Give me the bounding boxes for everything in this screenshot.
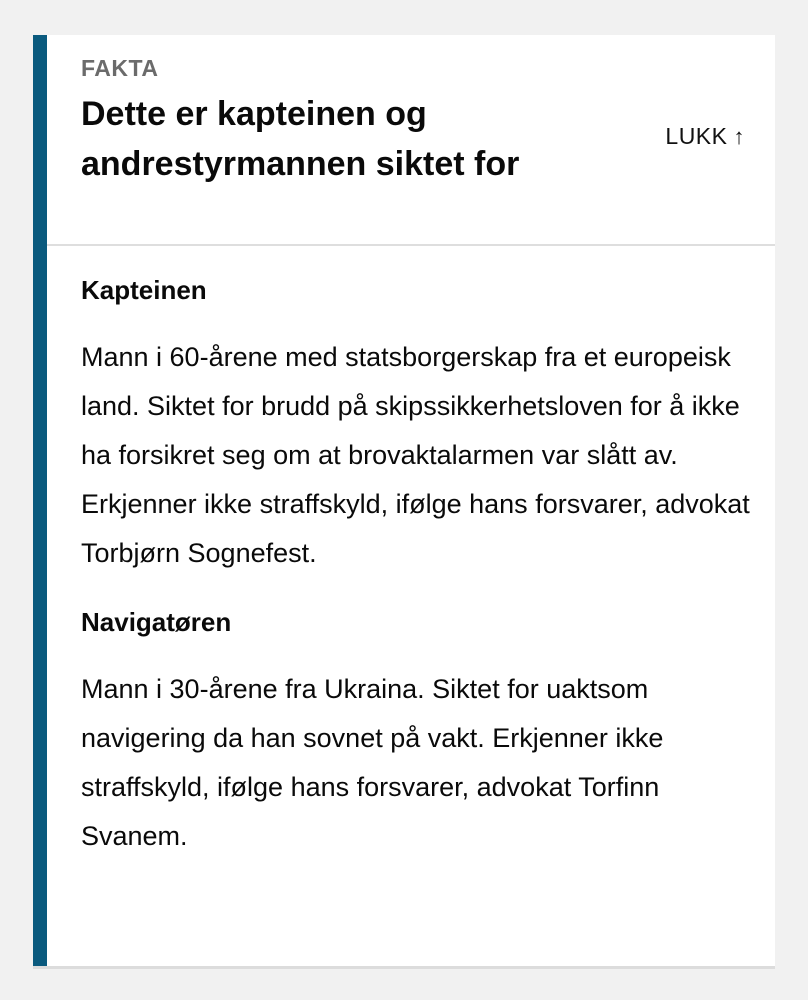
section-navigator xyxy=(81,597,761,861)
section-text: Mann i 30-årene fra Ukraina. Siktet for uaktsom navigering da han sovnet på vakt. Erkjenner ikke straffskyld, ifølge hans forsvarer, advokat Torfinn Svanem. xyxy=(81,674,664,851)
close-button[interactable] xyxy=(665,123,745,150)
section-heading: Kapteinen xyxy=(81,275,207,305)
fact-box-header xyxy=(47,35,775,246)
section-text: Mann i 60-årene med statsborgerskap fra et europeisk land. Siktet for brudd på skipssikkerhetsloven for å ikke ha forsikret seg om at brovaktalarmen var slått av. Erkjenner ikke straffskyld, ifølge hans forsvarer, advokat Torbjørn Sognefest. xyxy=(81,342,750,568)
kicker-label: FAKTA xyxy=(81,55,159,81)
accent-bar xyxy=(33,35,47,966)
close-label: LUKK xyxy=(665,123,728,149)
section-captain xyxy=(81,265,761,578)
fact-box xyxy=(33,35,775,966)
section-heading: Navigatøren xyxy=(81,607,232,637)
fact-box-body xyxy=(81,265,761,861)
arrow-up-icon: ↑ xyxy=(733,123,745,149)
fact-box-title: Dette er kapteinen og andrestyrmannen siktet for xyxy=(81,95,520,183)
